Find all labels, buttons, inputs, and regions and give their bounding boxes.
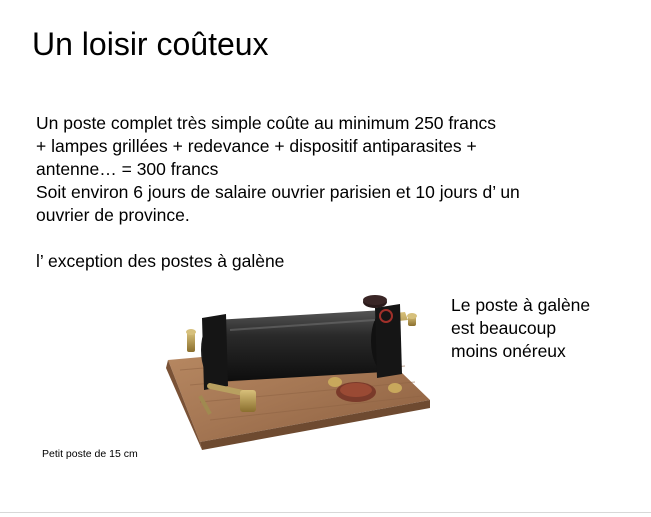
crystal-radio-photo <box>160 290 438 450</box>
side-note <box>451 294 631 363</box>
slide-title: Un loisir coûteux <box>32 26 269 62</box>
body-paragraph <box>36 112 596 227</box>
side-note-line: moins onéreux <box>451 341 566 361</box>
side-note-line: Le poste à galène <box>451 295 591 315</box>
body-line: antenne… = 300 francs <box>36 159 219 179</box>
body-line: Un poste complet très simple coûte au minimum 250 francs <box>36 113 497 133</box>
side-note-line: est beaucoup <box>451 318 557 338</box>
body-line: ouvrier de province. <box>36 205 190 225</box>
photo-caption: Petit poste de 15 cm <box>42 448 138 460</box>
divider <box>0 512 651 513</box>
body-line: Soit environ 6 jours de salaire ouvrier parisien et 10 jours d’ un <box>36 182 520 202</box>
exception-text: l’ exception des postes à galène <box>36 251 285 271</box>
body-line: + lampes grillées + redevance + dispositif antiparasites + <box>36 136 477 156</box>
